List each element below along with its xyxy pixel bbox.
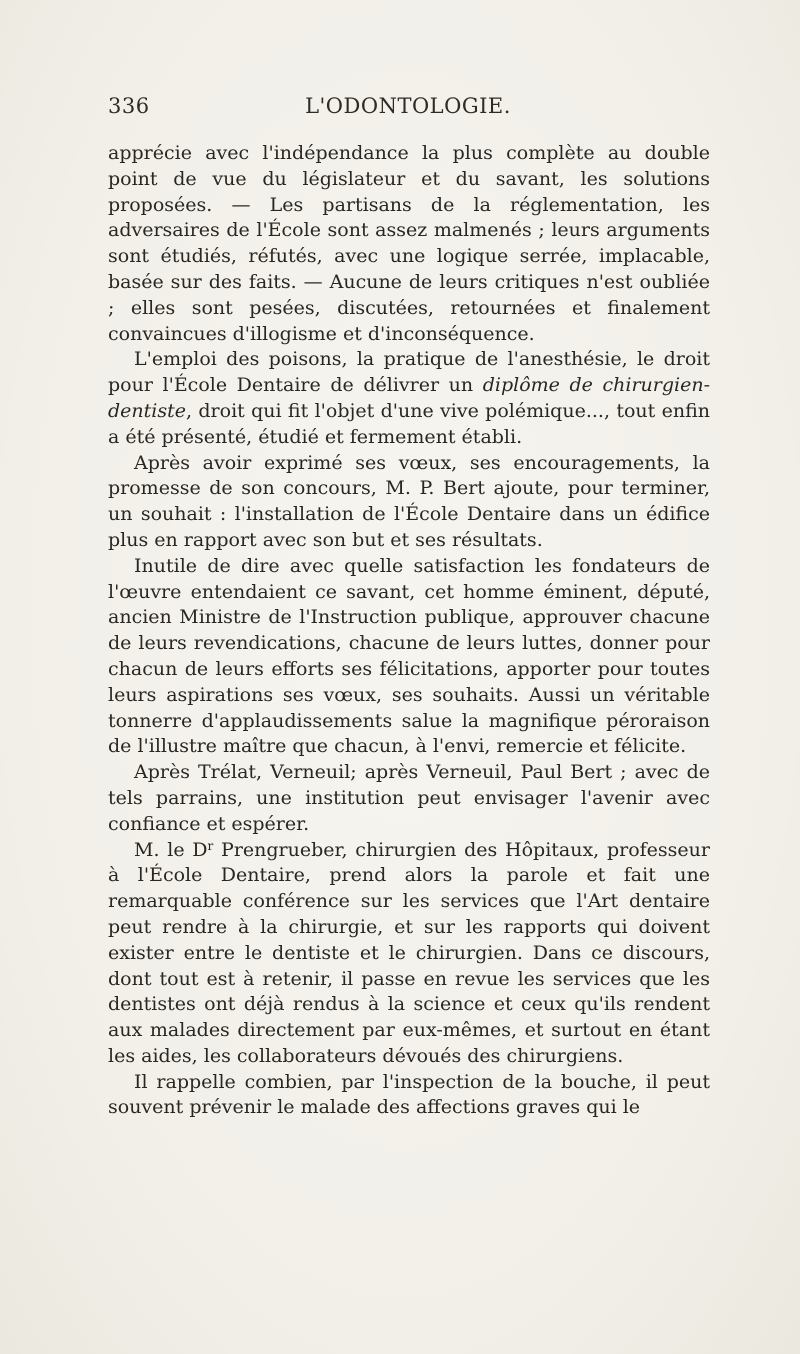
paragraph-2-start: L'emploi des poisons, la pratique de l'anesthésie, le droit pour l'École Dentaire de délivrer un — [108, 348, 710, 397]
paragraph-5: Après Trélat, Verneuil; après Verneuil, Paul Bert ; avec de tels parrains, une institution peut envisager l'avenir avec confiance et espérer. — [108, 761, 710, 835]
paragraph-2-italic: diplôme de chirurgien-dentiste — [108, 374, 710, 422]
paragraph-7: Il rappelle combien, par l'inspection de la bouche, il peut souvent prévenir le malade des affections graves qui le — [108, 1070, 710, 1119]
paragraph-6 — [108, 838, 710, 1070]
body-text — [108, 141, 710, 1121]
paragraph-2-end: , droit qui fit l'objet d'une vive polémique..., tout enfin a été présenté, étudié et fermement établi. — [108, 399, 710, 448]
page-number: 336 — [108, 94, 150, 118]
page-header — [108, 94, 708, 126]
running-title: L'ODONTOLOGIE. — [305, 94, 511, 118]
paragraph-1: apprécie avec l'indépendance la plus complète au double point de vue du législateur et du savant, les solutions proposées. — Les partisans de la réglementation, les adversaires de l'École sont assez malmenés ; leurs arguments sont étudiés, réfutés, avec une logique serrée, implacable, basée sur des faits. — Aucune de leurs critiques n'est oubliée ; elles sont pesées, discutées, retournées et finalement convaincues d'illogisme et d'inconséquence. — [108, 142, 710, 345]
paragraph-6-end: Prengrueber, chirurgien des Hôpitaux, professeur à l'École Dentaire, prend alors la parole et fait une remarquable conférence sur les services que l'Art dentaire peut rendre à la chirurgie, et sur les rapports qui doivent exister entre le dentiste et le chirurgien. Dans ce discours, dont tout est à retenir, il passe en revue les services que les dentistes ont déjà rendus à la science et ceux qu'ils rendent aux malades directement par eux-mêmes, et surtout en étant les aides, les collaborateurs dévoués des chirurgiens. — [108, 838, 710, 1067]
paragraph-6-superscript: r — [207, 838, 214, 853]
paragraph-6-start: M. le D — [134, 838, 208, 861]
paragraph-4: Inutile de dire avec quelle satisfaction les fondateurs de l'œuvre entendaient ce savant, cet homme éminent, député, ancien Ministre de l'Instruction publique, approuver chacune de leurs revendications, chacune de leurs luttes, donner pour chacun de leurs efforts ses félicitations, apporter pour toutes leurs aspirations ses vœux, ses souhaits. Aussi un véritable tonnerre d'applaudissements salue la magnifique péroraison de l'illustre maître que chacun, à l'envi, remercie et félicite. — [108, 554, 710, 758]
paragraph-2 — [108, 347, 710, 450]
paragraph-3: Après avoir exprimé ses vœux, ses encouragements, la promesse de son concours, M. P. Bert ajoute, pour terminer, un souhait : l'installation de l'École Dentaire dans un édifice plus en rapport avec son but et ses résultats. — [108, 451, 710, 551]
